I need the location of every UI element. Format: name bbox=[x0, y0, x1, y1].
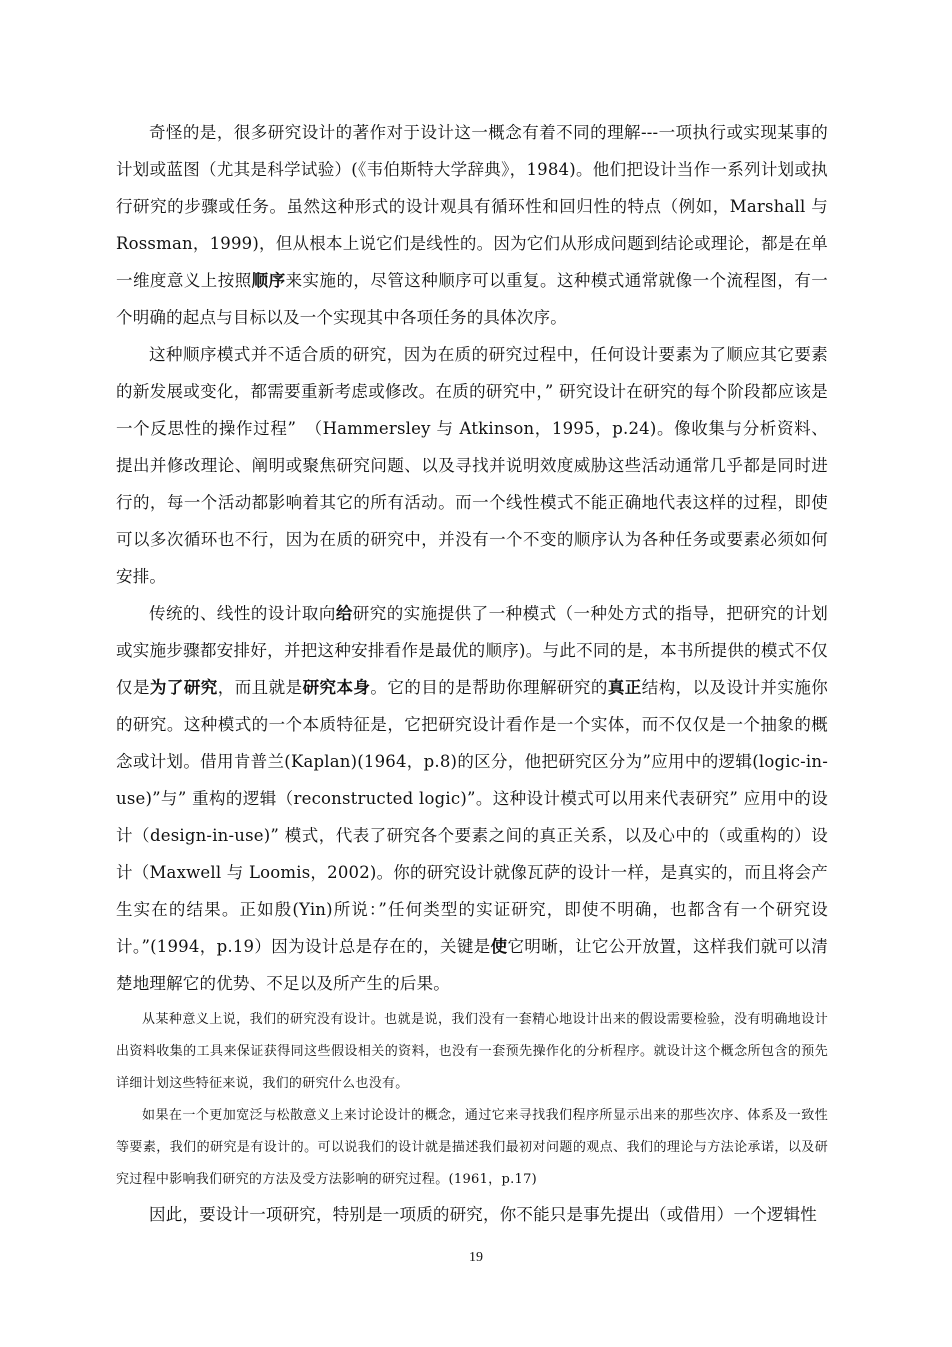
text-segment: 这种顺序模式并不适合质的研究，因为在质的研究过程中，任何设计要素为了顺应其它要素的新发展或变化，都需要重新考虑或修改。在质的研究中，” 研究设计在研究的每个阶段都应该是一个反思性的操作过程” （Hammersley 与 Atkinson，1995，p.24)。像收集与分析资料、提出并修改理论、阐明或聚焦研究问题、以及寻找并说明效度威胁这些活动通常几乎都是同时进行的，每一个活动都影响着其它的所有活动。而一个线性模式不能正确地代表这样的过程，即使可以多次循环也不行，因为在质的研究中，并没有一个不变的顺序认为各种任务或要素必须如何安排。 bbox=[116, 345, 828, 586]
bold-text: 顺序 bbox=[251, 271, 286, 290]
closing-paragraph: 因此，要设计一项研究，特别是一项质的研究，你不能只是事先提出（或借用）一个逻辑性 bbox=[149, 1205, 817, 1224]
text-segment: 奇怪的是，很多研究设计的著作对于设计这一概念有着不同的理解---一项执行或实现某事的计划或蓝图（尤其是科学试验）(《韦伯斯特大学辞典》，1984)。他们把设计当作一系列计划或执行研究的步骤或任务。虽然这种形式的设计观具有循环性和回归性的特点（例如，Marshall 与 Rossman，1999)，但从根本上说它们是线性的。因为它们从形成问题到结论或理论，都是在单一维度意义上按照 bbox=[116, 123, 828, 290]
bold-text: 为了研究 bbox=[149, 678, 218, 697]
text-segment: ，而且就是 bbox=[217, 678, 303, 697]
bold-text: 真正 bbox=[607, 678, 642, 697]
quote-paragraph-1: 从某种意义上说，我们的研究没有设计。也就是说，我们没有一套精心地设计出来的假设需要检验，没有明确地设计出资料收集的工具来保证获得同这些假设相关的资料，也没有一套预先操作化的分析程序。就设计这个概念所包含的预先详细计划这些特征来说，我们的研究什么也没有。 bbox=[116, 1012, 828, 1091]
text-segment: 传统的、线性的设计取向 bbox=[149, 604, 336, 623]
bold-text: 研究本身 bbox=[302, 678, 371, 697]
bold-text: 给 bbox=[335, 604, 353, 623]
text-segment: 来实施的，尽管这种顺序可以重复。这种模式通常就像一个流程图，有一个明确的起点与目标以及一个实现其中各项任务的具体次序。 bbox=[116, 271, 828, 327]
text-segment: 研究的实施提供了一种模式（一种处方式的指导，把研究的计划或实施步骤都安排好，并把这种安排看作是最优的顺序)。与此不同的是，本书所提供的模式不仅仅是 bbox=[116, 604, 829, 697]
text-segment: 结构，以及设计并实施你的研究。这种模式的一个本质特征是，它把研究设计看作是一个实体，而不仅仅是一个抽象的概念或计划。借用肯普兰(Kaplan)(1964，p.8)的区分，他把研究区分为”应用中的逻辑(logic-in-use)”与” 重构的逻辑（reconstructed logic)”。这种设计模式可以用来代表研究” 应用中的设计（design-in-use)” 模式，代表了研究各个要素之间的真正关系，以及心中的（或重构的）设计（Maxwell 与 Loomis，2002)。你的研究设计就像瓦萨的设计一样，是真实的，而且将会产生实在的结果。正如殷(Yin)所说：”任何类型的实证研究，即使不明确，也都含有一个研究设计。”(1994，p.19）因为设计总是存在的，关键是 bbox=[116, 678, 829, 956]
bold-text: 使 bbox=[490, 937, 508, 956]
paragraph-3 bbox=[116, 595, 828, 1002]
text-segment: 。它的目的是帮助你理解研究的 bbox=[370, 678, 608, 697]
text-segment: 它明晰，让它公开放置，这样我们就可以清楚地理解它的优势、不足以及所产生的后果。 bbox=[116, 937, 828, 993]
page-number: 19 bbox=[469, 1250, 483, 1265]
paragraph-1 bbox=[116, 114, 828, 336]
quote-paragraph-2: 如果在一个更加宽泛与松散意义上来讨论设计的概念，通过它来寻找我们程序所显示出来的那些次序、体系及一致性等要素，我们的研究是有设计的。可以说我们的设计就是描述我们最初对问题的观点、我们的理论与方法论承诺，以及研究过程中影响我们研究的方法及受方法影响的研究过程。(1961，p.17) bbox=[116, 1108, 828, 1187]
paragraph-2 bbox=[116, 336, 828, 595]
document-body bbox=[116, 114, 828, 1233]
block-quote bbox=[116, 1004, 828, 1196]
